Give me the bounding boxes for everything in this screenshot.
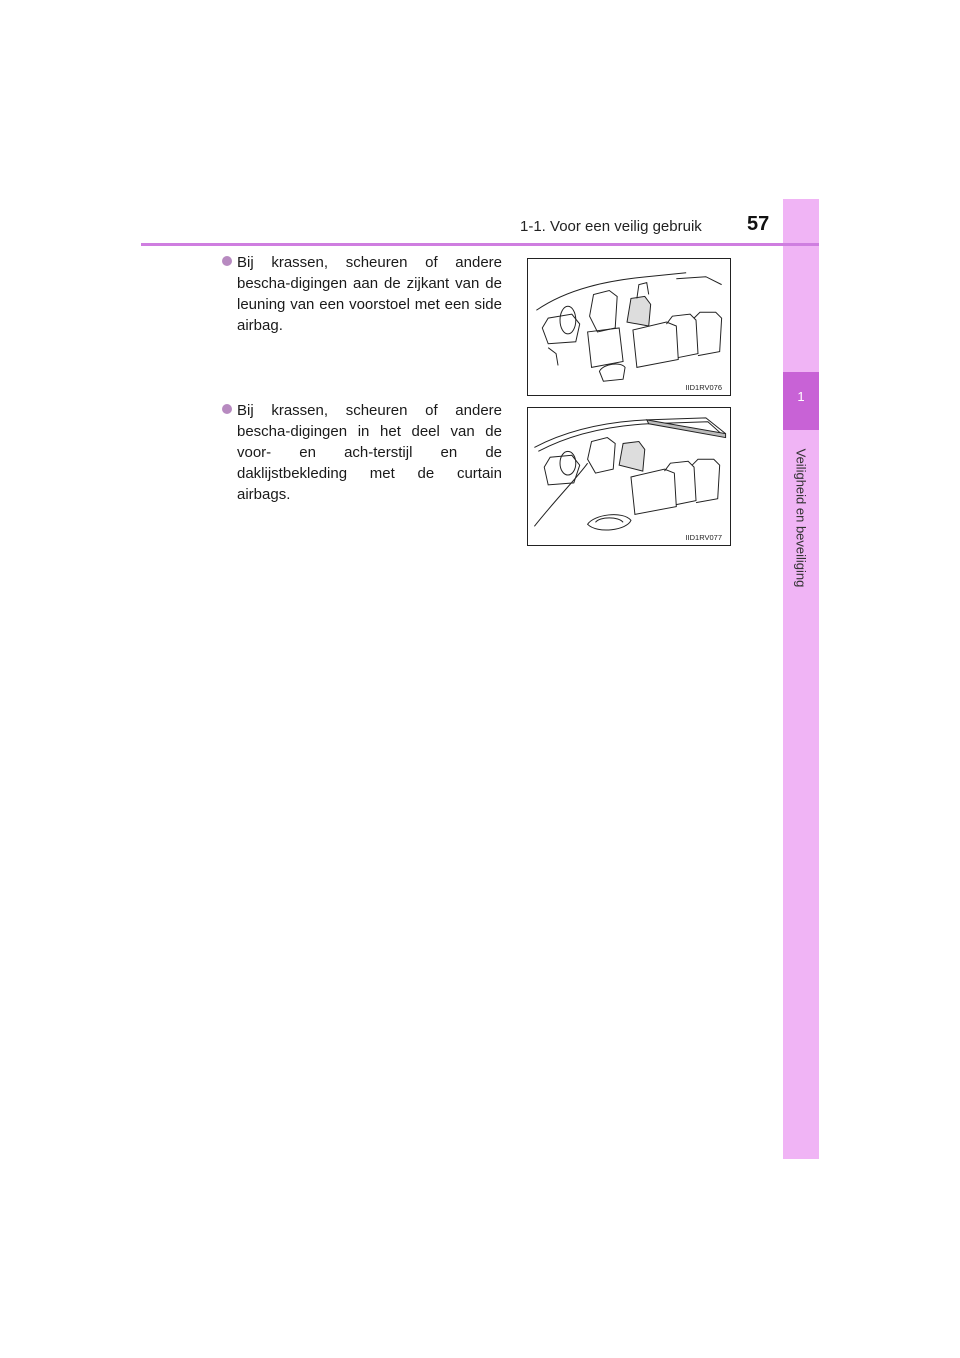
- header-rule: [141, 243, 819, 246]
- figure-curtain-airbag-illustration: [527, 407, 731, 546]
- chapter-side-tab: [783, 199, 819, 1159]
- car-interior-side-airbag-drawing: [528, 259, 730, 395]
- figure-side-airbag-illustration: [527, 258, 731, 396]
- bullet-item-curtain-airbag: [222, 400, 502, 505]
- figure-code: IID1RV076: [685, 383, 722, 392]
- bullet-item-side-airbag: [222, 252, 502, 336]
- bullet-icon: [222, 404, 232, 414]
- bullet-text: Bij krassen, scheuren of andere bescha-digingen in het deel van de voor- en ach-terstijl en de daklijstbekleding met de curtain airbags.: [237, 402, 502, 503]
- chapter-number: 1: [797, 389, 805, 404]
- chapter-title: Veiligheid en beveiliging: [793, 448, 809, 588]
- figure-code: IID1RV077: [685, 533, 722, 542]
- car-interior-curtain-airbag-drawing: [528, 408, 730, 545]
- page-number: 57: [747, 213, 770, 235]
- bullet-text: Bij krassen, scheuren of andere bescha-digingen aan de zijkant van de leuning van een voorstoel met een side airbag.: [237, 254, 502, 334]
- bullet-icon: [222, 256, 232, 266]
- section-title: 1-1. Voor een veilig gebruik: [520, 218, 702, 235]
